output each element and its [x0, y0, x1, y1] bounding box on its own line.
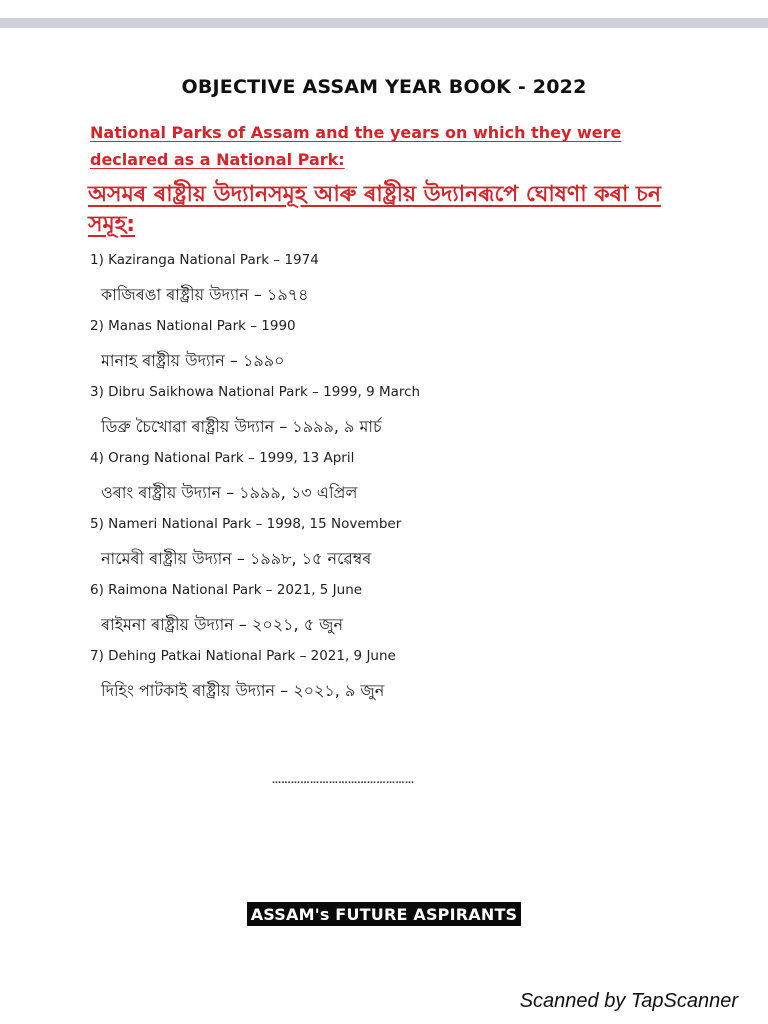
list-item	[0, 580, 768, 646]
park-name-english: 2) Manas National Park – 1990	[90, 318, 296, 334]
heading-assamese: অসমৰ ৰাষ্ট্ৰীয় উদ্যানসমূহ আৰু ৰাষ্ট্ৰীয় উদ্যানৰূপে ঘোষণা কৰা চন সমূহ:	[88, 182, 662, 237]
park-name-english: 5) Nameri National Park – 1998, 15 November	[90, 516, 402, 532]
park-name-assamese: কাজিৰঙা ৰাষ্ট্ৰীয় উদ্যান – ১৯৭৪	[101, 285, 309, 304]
park-name-assamese: দিহিং পাটকাই ৰাষ্ট্ৰীয় উদ্যান – ২০২১, ৯ জুন	[101, 681, 385, 700]
national-parks-list	[0, 250, 768, 712]
list-item	[0, 382, 768, 448]
park-name-assamese: নামেৰী ৰাষ্ট্ৰীয় উদ্যান – ১৯৯৮, ১৫ নৱেম্বৰ	[101, 549, 372, 568]
top-border-bar	[0, 18, 768, 28]
park-name-english: 7) Dehing Patkai National Park – 2021, 9 June	[90, 648, 396, 664]
park-name-english: 3) Dibru Saikhowa National Park – 1999, 9 March	[90, 384, 421, 400]
park-name-assamese: ওৰাং ৰাষ্ট্ৰীয় উদ্যান – ১৯৯৯, ১৩ এপ্ৰিল	[101, 483, 358, 502]
footer	[0, 902, 768, 926]
list-item	[0, 448, 768, 514]
list-item	[0, 646, 768, 712]
list-item	[0, 514, 768, 580]
heading-english: National Parks of Assam and the years on which they were declared as a National Park:	[90, 123, 622, 169]
park-name-english: 4) Orang National Park – 1999, 13 April	[90, 450, 355, 466]
park-name-english: 6) Raimona National Park – 2021, 5 June	[90, 582, 363, 598]
dotted-separator: ………………………………………	[272, 776, 415, 786]
list-item	[0, 316, 768, 382]
park-name-assamese: ডিব্ৰু চৈখোৱা ৰাষ্ট্ৰীয় উদ্যান – ১৯৯৯, ৯ মাৰ্চ	[101, 417, 382, 436]
page-title: OBJECTIVE ASSAM YEAR BOOK - 2022	[181, 76, 587, 98]
park-name-english: 1) Kaziranga National Park – 1974	[90, 252, 319, 268]
park-name-assamese: মানাহ ৰাষ্ট্ৰীয় উদ্যান – ১৯৯০	[101, 351, 285, 370]
scanner-watermark: Scanned by TapScanner	[519, 990, 738, 1012]
park-name-assamese: ৰাইমনা ৰাষ্ট্ৰীয় উদ্যান – ২০২১, ৫ জুন	[101, 615, 344, 634]
list-item	[0, 250, 768, 316]
footer-label: ASSAM's FUTURE ASPIRANTS	[247, 902, 522, 926]
